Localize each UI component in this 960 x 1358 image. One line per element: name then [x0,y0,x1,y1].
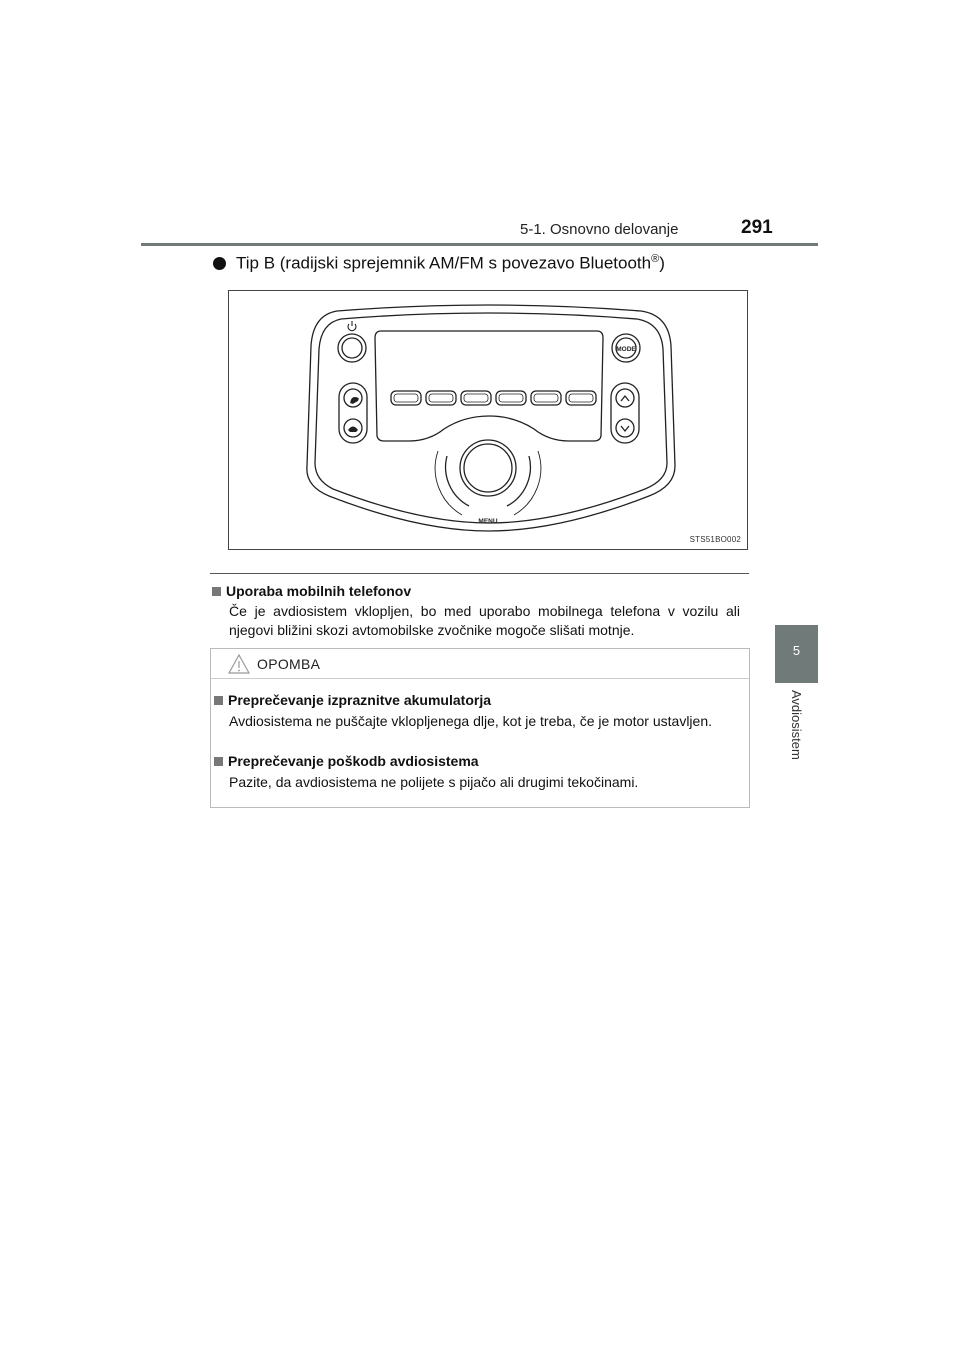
mobile-body: Če je avdiosistem vklopljen, bo med uporabo mobilnega telefona v vozilu ali njegovi bližini skozi avtomobilske zvočnike mogoče slišati motnje. [229,603,740,638]
chapter-label-box [775,690,818,780]
tip-heading-close: ) [659,253,665,273]
chevron-down-icon [621,426,629,431]
notice-title: OPOMBA [257,656,321,672]
header-rule [141,243,818,246]
phone-pickup-icon [348,395,359,405]
section-title: 5-1. Osnovno delovanje [520,221,679,238]
phone-hangup-icon [348,427,358,433]
square-bullet-icon [212,587,221,596]
notice-item-body: Pazite, da avdiosistema ne polijete s pijačo ali drugimi tekočinami. [229,774,639,790]
mobile-heading [212,583,411,599]
section-rule [210,573,749,574]
radio-illustration [229,291,747,549]
figure-code: STS51BO002 [689,535,741,544]
tip-heading-text: Tip B (radijski sprejemnik AM/FM s povezavo Bluetooth [236,253,652,273]
notice-item-heading-text: Preprečevanje izpraznitve akumulatorja [228,692,491,708]
square-bullet-icon [214,757,223,766]
tip-heading [213,253,665,274]
mobile-heading-text: Uporaba mobilnih telefonov [226,583,412,599]
bullet-icon [213,257,226,270]
notice-header [211,649,749,679]
warning-icon [228,654,250,674]
notice-item-heading-text: Preprečevanje poškodb avdiosistema [228,753,479,769]
notice-item-body: Avdiosistema ne puščajte vklopljenega dlje, kot je treba, če je motor ustavljen. [229,713,713,729]
mode-label: MODE [616,346,636,353]
chevron-up-icon [621,396,629,401]
notice-item-heading [214,692,491,708]
radio-figure [228,290,748,550]
registered-mark: ® [651,253,660,265]
notice-box [210,648,750,808]
chapter-tab [775,625,818,683]
notice-item-heading [214,753,479,769]
chapter-number: 5 [792,643,801,658]
square-bullet-icon [214,696,223,705]
page-number: 291 [741,217,773,238]
power-icon [348,321,356,331]
menu-label: MENU [478,518,498,525]
chapter-label: Avdiosistem [788,690,804,760]
